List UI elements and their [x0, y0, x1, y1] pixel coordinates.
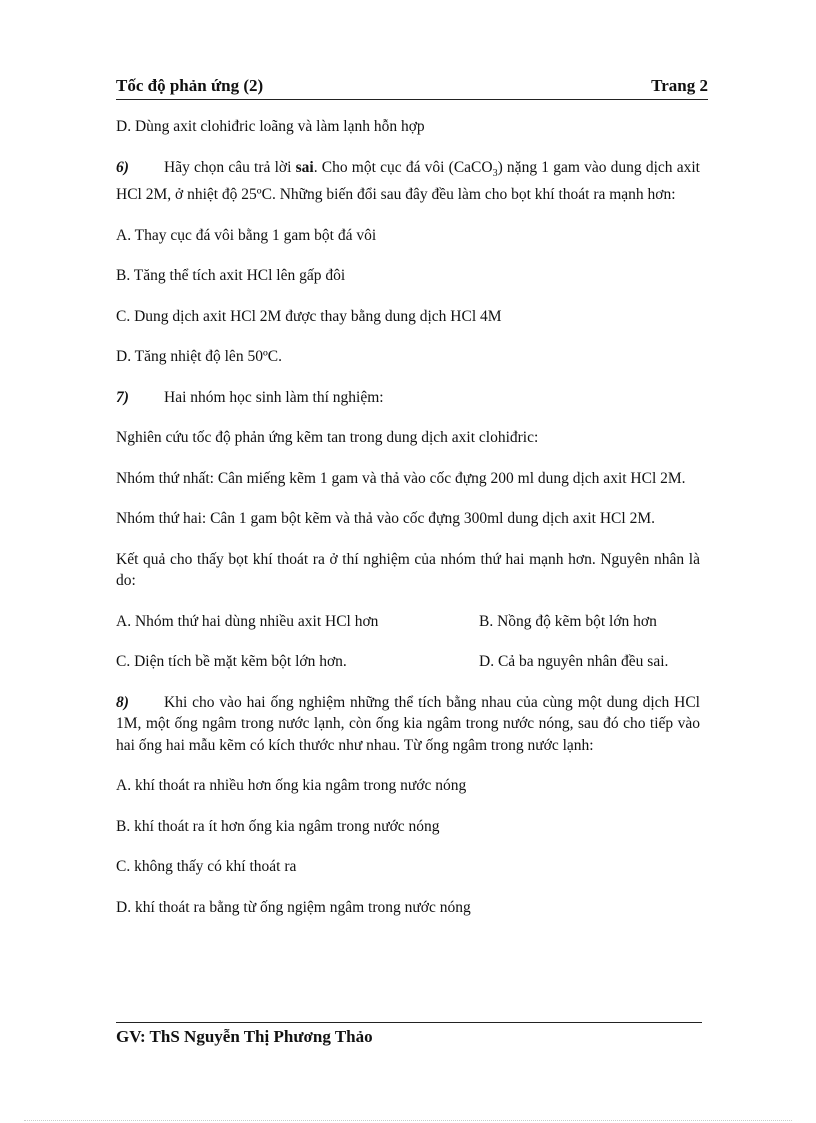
question-6-option-b: B. Tăng thể tích axit HCl lên gấp đôi [116, 267, 346, 285]
question-8: 8) Khi cho vào hai ống nghiệm những thể tích bằng nhau của cùng một dung dịch HCl 1M, một ống ngâm trong nước lạnh, còn ống kia ngâm trong nước nóng, sau đó cho tiếp vào hai ống hai mẫu kẽm có kích thước như nhau. Từ ống ngâm trong nước lạnh: [116, 693, 700, 754]
question-7-study: Nghiên cứu tốc độ phản ứng kẽm tan trong dung dịch axit clohiđric: [116, 429, 539, 447]
question-6: 6) Hãy chọn câu trả lời sai. Cho một cục đá vôi (CaCO$_3$) nặng 1 gam vào dung dịch axit HCl 2M, ở nhiệt độ 25ºC. Những biến đổi sau đây đều làm cho bọt khí thoát ra mạnh hơn: [116, 158, 700, 204]
question-7-group-1: Nhóm thứ nhất: Cân miếng kẽm 1 gam và thả vào cốc đựng 200 ml dung dịch axit HCl 2M. [116, 469, 686, 487]
question-7-option-d: D. Cả ba nguyên nhân đều sai. [479, 653, 669, 671]
question-7: 7) Hai nhóm học sinh làm thí nghiệm: [116, 387, 700, 409]
question-7-option-b: B. Nồng độ kẽm bột lớn hơn [479, 612, 657, 630]
question-8-option-c: C. không thấy có khí thoát ra [116, 858, 297, 876]
question-7-number: 7) [116, 388, 129, 406]
question-6-option-c: C. Dung dịch axit HCl 2M được thay bằng dung dịch HCl 4M [116, 307, 502, 325]
question-7-group-2: Nhóm thứ hai: Cân 1 gam bột kẽm và thả vào cốc đựng 300ml dung dịch axit HCl 2M. [116, 510, 655, 528]
question-7-options-row-1 [116, 611, 700, 633]
emphasis-wrong: sai [295, 158, 314, 176]
question-8-option-d: D. khí thoát ra bằng từ ống ngiệm ngâm trong nước nóng [116, 898, 471, 916]
question-6-option-a: A. Thay cục đá vôi bằng 1 gam bột đá vôi [116, 226, 377, 244]
footer-author: GV: ThS Nguyễn Thị Phương Thảo [116, 1027, 373, 1046]
page-header [116, 76, 708, 100]
question-8-number: 8) [116, 693, 129, 711]
footer-divider [116, 1022, 702, 1023]
header-page-number: Trang 2 [651, 76, 708, 95]
page-bottom-border [24, 1120, 792, 1121]
question-7-option-a: A. Nhóm thứ hai dùng nhiều axit HCl hơn [116, 612, 379, 630]
question-6-option-d: D. Tăng nhiệt độ lên 50ºC. [116, 348, 282, 366]
question-7-result: Kết quả cho thấy bọt khí thoát ra ở thí nghiệm của nhóm thứ hai mạnh hơn. Nguyên nhân là do: [116, 550, 700, 590]
question-7-option-c: C. Diện tích bề mặt kẽm bột lớn hơn. [116, 653, 347, 671]
question-8-option-b: B. khí thoát ra ít hơn ống kia ngâm trong nước nóng [116, 817, 440, 835]
question-6-number: 6) [116, 158, 129, 176]
question-8-option-a: A. khí thoát ra nhiều hơn ống kia ngâm trong nước nóng [116, 777, 467, 795]
document-body [116, 116, 700, 937]
prev-option-d: D. Dùng axit clohiđric loãng và làm lạnh hỗn hợp [116, 118, 425, 135]
question-7-options-row-2 [116, 651, 700, 673]
header-title: Tốc độ phản ứng (2) [116, 76, 264, 95]
